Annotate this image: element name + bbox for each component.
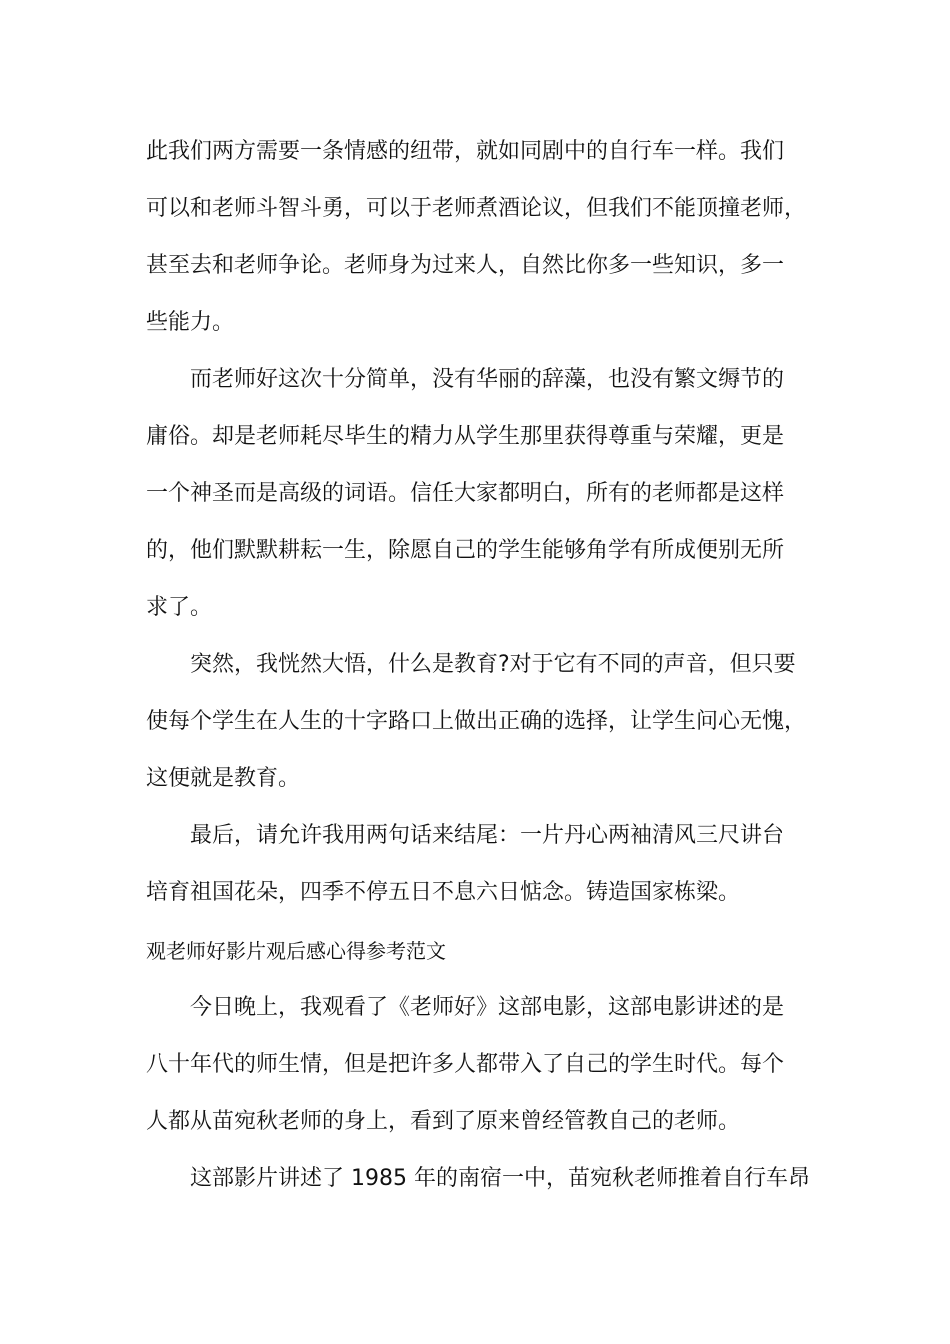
body-text-line: 庸俗。却是老师耗尽毕生的精力从学生那里获得尊重与荣耀，更是 <box>146 424 785 449</box>
body-text-line: 人都从苗宛秋老师的身上，看到了原来曾经管教自己的老师。 <box>146 1109 741 1134</box>
paragraph-first-line: 突然，我恍然大悟，什么是教育?对于它有不同的声音，但只要 <box>190 652 796 677</box>
body-text-line: 八十年代的师生情，但是把许多人都带入了自己的学生时代。每个 <box>146 1052 785 1077</box>
body-text-line: 的，他们默默耕耘一生，除愿自己的学生能够角学有所成便别无所 <box>146 538 785 563</box>
body-text-line: 可以和老师斗智斗勇，可以于老师煮酒论议，但我们不能顶撞老师， <box>146 196 807 221</box>
body-text-line: 此我们两方需要一条情感的纽带，就如同剧中的自行车一样。我们 <box>146 139 785 164</box>
paragraph-first-line: 今日晚上，我观看了《老师好》这部电影，这部电影讲述的是 <box>190 995 785 1020</box>
body-text-line: 一个神圣而是高级的词语。信任大家都明白，所有的老师都是这样 <box>146 481 785 506</box>
paragraph-first-line: 这部影片讲述了 1985 年的南宿一中，苗宛秋老师推着自行车昂 <box>190 1166 810 1191</box>
body-text-line: 使每个学生在人生的十字路口上做出正确的选择，让学生问心无愧， <box>146 709 807 734</box>
article-title: 观老师好影片观后感心得参考范文 <box>146 939 446 963</box>
paragraph-first-line: 最后，请允许我用两句话来结尾：一片丹心两袖清风三尺讲台 <box>190 823 785 848</box>
paragraph-first-line: 而老师好这次十分简单，没有华丽的辞藻，也没有繁文缛节的 <box>190 367 785 392</box>
body-text-line: 这便就是教育。 <box>146 766 301 791</box>
body-text-line: 甚至去和老师争论。老师身为过来人，自然比你多一些知识，多一 <box>146 253 785 278</box>
body-text-line: 些能力。 <box>146 310 235 335</box>
body-text-line: 求了。 <box>146 595 213 620</box>
body-text-line: 培育祖国花朵，四季不停五日不息六日惦念。铸造国家栋梁。 <box>146 880 741 905</box>
